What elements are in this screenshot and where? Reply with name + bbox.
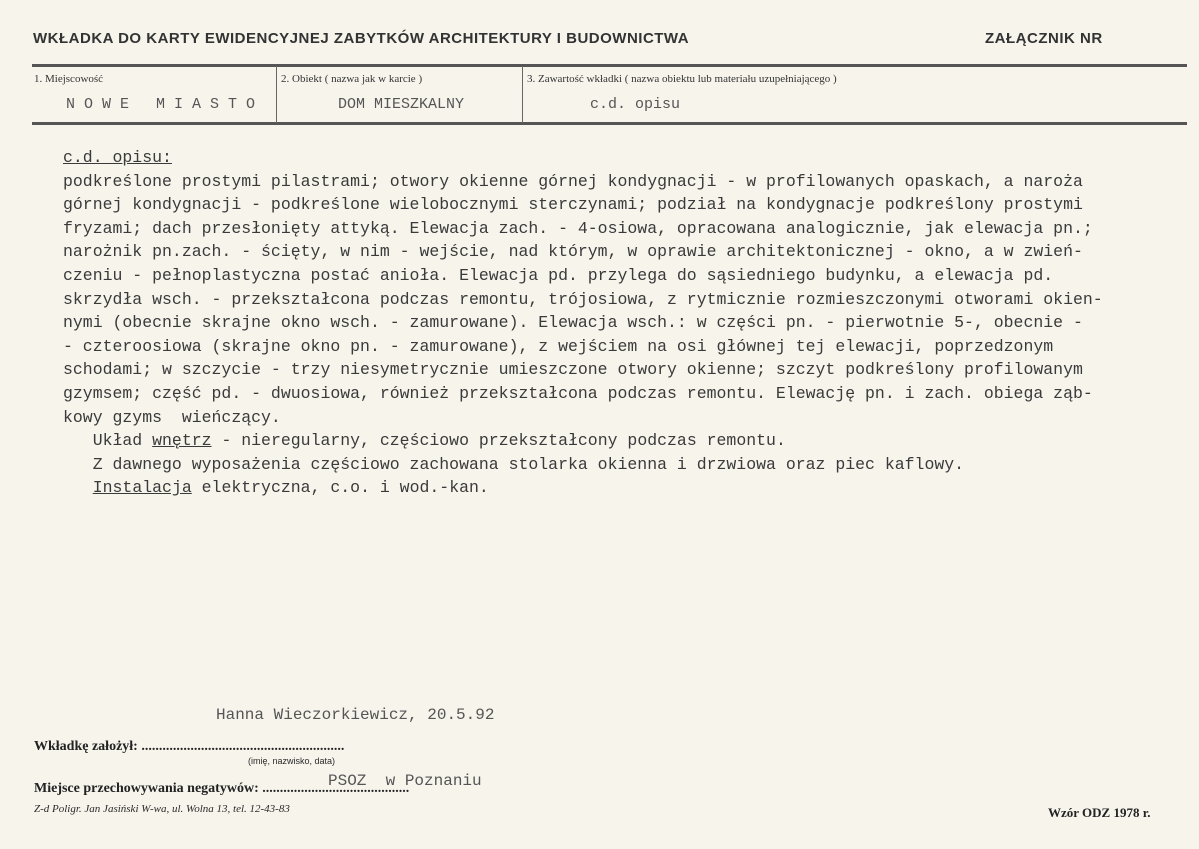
- description-line: skrzydła wsch. - przekształcona podczas remontu, trójosiowa, z rytmicznie rozmieszczonymi otworami okien-: [63, 289, 1103, 309]
- underlined-text: wnętrz: [152, 431, 212, 451]
- description-line: narożnik pn.zach. - ścięty, w nim - wejście, nad którym, w oprawie architektonicznej - okno, a w zwień-: [63, 242, 1083, 262]
- description-line: - czteroosiowa (skrajne okno pn. - zamurowane), z wejściem na osi głównej tej elewacji, poprzedzonym: [63, 336, 1054, 356]
- field-value-contents: c.d. opisu: [590, 96, 681, 113]
- equipment-line: Z dawnego wyposażenia częściowo zachowana stolarka okienna i drzwiowa oraz piec kaflowy.: [63, 454, 965, 474]
- description-line: czeniu - pełnoplastyczna postać anioła. Elewacja pd. przylega do sąsiedniego budynku, a elewacja pd.: [63, 265, 1054, 285]
- text: elektryczna, c.o. i wod.-kan.: [191, 478, 489, 498]
- description-line: nymi (obecnie skrajne okno wsch. - zamurowane). Elewacja wsch.: w części pn. - pierwotnie 5-, obecnie -: [63, 313, 1083, 333]
- installation-line: [63, 476, 1103, 500]
- field-label-object: 2. Obiekt ( nazwa jak w karcie ): [281, 73, 423, 85]
- field-label-contents: 3. Zawartość wkładki ( nazwa obiektu lub materiału uzupełniającego ): [527, 73, 837, 85]
- description-text: [63, 146, 1103, 500]
- description-line: schodami; w szczycie - trzy niesymetrycznie umieszczone otwory okienne; szczyt podkreślony profilowanym: [63, 360, 1083, 380]
- description-line: fryzami; dach przesłonięty attyką. Elewacja zach. - 4-osiowa, opracowana analogicznie, jak elewacja pn.;: [63, 218, 1093, 238]
- divider: [522, 66, 523, 123]
- author-hint: (imię, nazwisko, data): [248, 756, 336, 766]
- text: Układ: [63, 431, 153, 451]
- underlined-text: Instalacja: [92, 478, 192, 498]
- storage-label: Miejsce przechowywania negatywów: ..........................................: [34, 781, 410, 796]
- top-rule: [32, 64, 1187, 67]
- printer-imprint: Z-d Poligr. Jan Jasiński W-wa, ul. Wolna 13, tel. 12-43-83: [34, 803, 290, 815]
- author-label: Wkładkę założył: ..........................................................: [34, 739, 345, 754]
- bottom-rule: [32, 122, 1187, 125]
- interior-line: [63, 429, 1103, 453]
- field-value-object: DOM MIESZKALNY: [338, 96, 465, 113]
- divider: [276, 66, 277, 123]
- description-line: gzymsem; część pd. - dwuosiowa, również przekształcona podczas remontu. Elewację pn. i zach. obiega ząb-: [63, 383, 1093, 403]
- storage-value: PSOZ w Poznaniu: [328, 772, 482, 790]
- description-line: górnej kondygnacji - podkreślone wielobocznymi sterczynami; podział na kondygnacje podkreślony prostymi: [63, 195, 1083, 215]
- description-heading: c.d. opisu:: [63, 148, 172, 167]
- form-title: WKŁADKA DO KARTY EWIDENCYJNEJ ZABYTKÓW ARCHITEKTURY I BUDOWNICTWA: [33, 30, 690, 47]
- field-label-locality: 1. Miejscowość: [34, 73, 104, 85]
- author-value: Hanna Wieczorkiewicz, 20.5.92: [216, 706, 495, 724]
- description-line: podkreślone prostymi pilastrami; otwory okienne górnej kondygnacji - w profilowanych opaskach, a naroża: [63, 171, 1083, 191]
- field-value-locality: N O W E M I A S T O: [66, 96, 256, 113]
- form-version: Wzór ODZ 1978 r.: [1048, 805, 1151, 820]
- attachment-number-label: ZAŁĄCZNIK NR: [985, 30, 1103, 47]
- text: - nieregularny, częściowo przekształcony podczas remontu.: [211, 431, 786, 451]
- text: [63, 478, 93, 497]
- description-line: kowy gzyms wieńczący.: [63, 407, 281, 427]
